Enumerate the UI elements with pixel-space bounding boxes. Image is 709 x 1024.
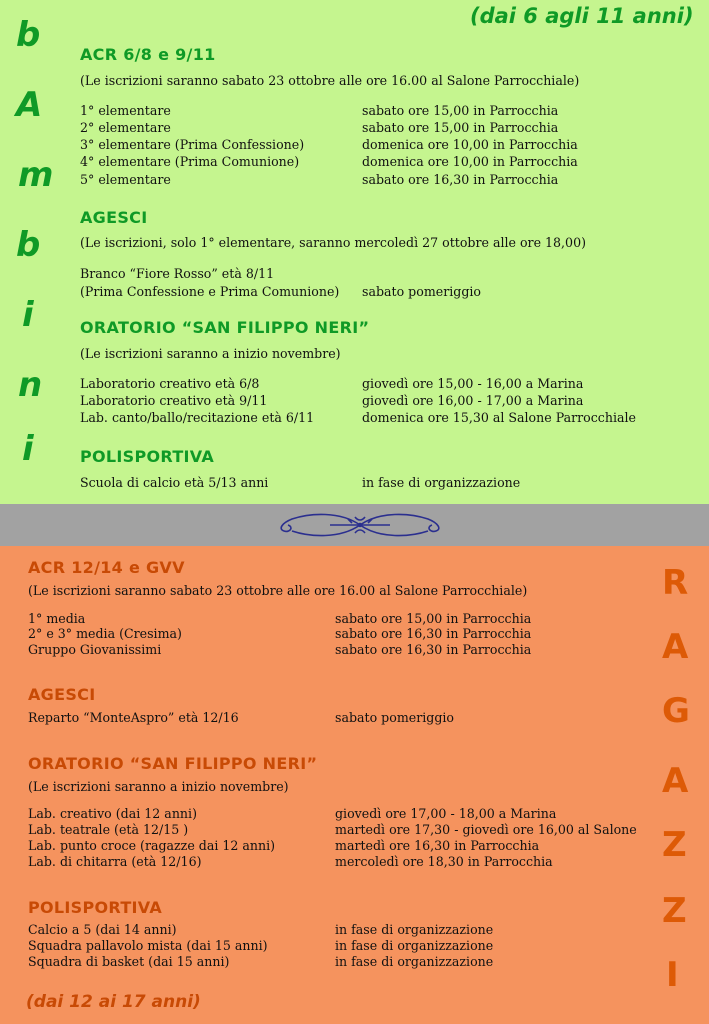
side-letter-z2: Z <box>662 891 687 931</box>
acr-row-group: 2° elementare <box>80 120 171 135</box>
side-letter-z1: Z <box>662 825 687 865</box>
side-letter-a: A <box>16 85 43 125</box>
acr-row-group: Gruppo Giovanissimi <box>28 642 162 657</box>
acr-row-time: sabato ore 16,30 in Parrocchia <box>335 626 532 641</box>
agesci-line1: Branco “Fiore Rosso” età 8/11 <box>80 266 275 281</box>
side-letter-b2: b <box>16 225 41 265</box>
oratorio-row-group: Lab. di chitarra (età 12/16) <box>28 854 202 869</box>
oratorio-note: (Le iscrizioni saranno a inizio novembre) <box>28 779 289 794</box>
side-letter-r: R <box>662 563 689 603</box>
agesci-row-time: sabato pomeriggio <box>335 710 455 725</box>
acr-row-time: sabato ore 16,30 in Parrocchia <box>362 172 559 187</box>
oratorio-row-group: Lab. creativo (dai 12 anni) <box>28 806 197 821</box>
agesci-note: (Le iscrizioni, solo 1° elementare, saranno mercoledì 27 ottobre alle ore 18,00) <box>80 235 587 250</box>
acr-note: (Le iscrizioni saranno sabato 23 ottobre alle ore 16.00 al Salone Parrocchiale) <box>80 73 580 88</box>
acr-row-group: 5° elementare <box>80 172 171 187</box>
section-divider <box>0 504 709 546</box>
side-letter-m: m <box>18 155 54 195</box>
acr-row-group: 4° elementare (Prima Comunione) <box>80 154 300 169</box>
agesci-time: sabato pomeriggio <box>362 284 482 299</box>
oratorio-row-group: Lab. punto croce (ragazze dai 12 anni) <box>28 838 276 853</box>
oratorio-row-group: Laboratorio creativo età 6/8 <box>80 376 260 391</box>
side-letter-a2: A <box>662 761 689 801</box>
acr-row-time: domenica ore 10,00 in Parrocchia <box>362 154 578 169</box>
agesci-line2: (Prima Confessione e Prima Comunione) <box>80 284 340 299</box>
polisportiva-row-time: in fase di organizzazione <box>335 954 494 969</box>
acr-row-group: 2° e 3° media (Cresima) <box>28 626 182 641</box>
acr-row-time: domenica ore 10,00 in Parrocchia <box>362 137 578 152</box>
oratorio-heading: ORATORIO “SAN FILIPPO NERI” <box>28 754 318 773</box>
polisportiva-row-group: Calcio a 5 (dai 14 anni) <box>28 922 177 937</box>
oratorio-row-time: giovedì ore 17,00 - 18,00 a Marina <box>335 806 557 821</box>
agesci-heading: AGESCI <box>80 208 148 227</box>
polisportiva-row-time: in fase di organizzazione <box>335 938 494 953</box>
side-letter-i2: i <box>22 429 34 469</box>
acr-row-group: 1° media <box>28 611 86 626</box>
side-letter-i: I <box>666 955 679 995</box>
polisportiva-row-group: Squadra di basket (dai 15 anni) <box>28 954 230 969</box>
ragazzi-section <box>0 546 709 1024</box>
oratorio-note: (Le iscrizioni saranno a inizio novembre) <box>80 346 341 361</box>
polisportiva-row-group: Squadra pallavolo mista (dai 15 anni) <box>28 938 268 953</box>
acr-row-time: sabato ore 15,00 in Parrocchia <box>362 103 559 118</box>
side-letter-a1: A <box>662 627 689 667</box>
polisportiva-heading: POLISPORTIVA <box>28 898 163 917</box>
oratorio-row-group: Laboratorio creativo età 9/11 <box>80 393 268 408</box>
side-letter-g: G <box>662 691 690 731</box>
agesci-row-group: Reparto “MonteAspro” età 12/16 <box>28 710 239 725</box>
oratorio-row-group: Lab. canto/ballo/recitazione età 6/11 <box>80 410 315 425</box>
age-note: (dai 12 ai 17 anni) <box>26 992 201 1012</box>
oratorio-row-group: Lab. teatrale (età 12/15 ) <box>28 822 189 837</box>
acr-row-time: sabato ore 15,00 in Parrocchia <box>362 120 559 135</box>
side-letter-i1: i <box>22 295 34 335</box>
bambini-section <box>0 0 709 504</box>
oratorio-row-time: mercoledì ore 18,30 in Parrocchia <box>335 854 553 869</box>
acr-row-time: sabato ore 15,00 in Parrocchia <box>335 611 532 626</box>
acr-heading: ACR 12/14 e GVV <box>28 558 185 577</box>
oratorio-row-time: martedì ore 16,30 in Parrocchia <box>335 838 540 853</box>
side-letter-b1: b <box>16 15 41 55</box>
acr-note: (Le iscrizioni saranno sabato 23 ottobre alle ore 16.00 al Salone Parrocchiale) <box>28 583 528 598</box>
age-note: (dai 6 agli 11 anni) <box>470 4 694 28</box>
agesci-heading: AGESCI <box>28 685 96 704</box>
ornament-icon <box>270 509 450 541</box>
oratorio-row-time: giovedì ore 15,00 - 16,00 a Marina <box>362 376 584 391</box>
acr-row-group: 1° elementare <box>80 103 171 118</box>
oratorio-heading: ORATORIO “SAN FILIPPO NERI” <box>80 318 370 337</box>
acr-heading: ACR 6/8 e 9/11 <box>80 45 216 64</box>
oratorio-row-time: martedì ore 17,30 - giovedì ore 16,00 al Salone <box>335 822 637 837</box>
side-letter-n: n <box>18 365 43 405</box>
polisportiva-row-time: in fase di organizzazione <box>362 475 521 490</box>
oratorio-row-time: domenica ore 15,30 al Salone Parrocchiale <box>362 410 636 425</box>
oratorio-row-time: giovedì ore 16,00 - 17,00 a Marina <box>362 393 584 408</box>
acr-row-group: 3° elementare (Prima Confessione) <box>80 137 305 152</box>
polisportiva-row-group: Scuola di calcio età 5/13 anni <box>80 475 269 490</box>
polisportiva-row-time: in fase di organizzazione <box>335 922 494 937</box>
polisportiva-heading: POLISPORTIVA <box>80 447 215 466</box>
acr-row-time: sabato ore 16,30 in Parrocchia <box>335 642 532 657</box>
